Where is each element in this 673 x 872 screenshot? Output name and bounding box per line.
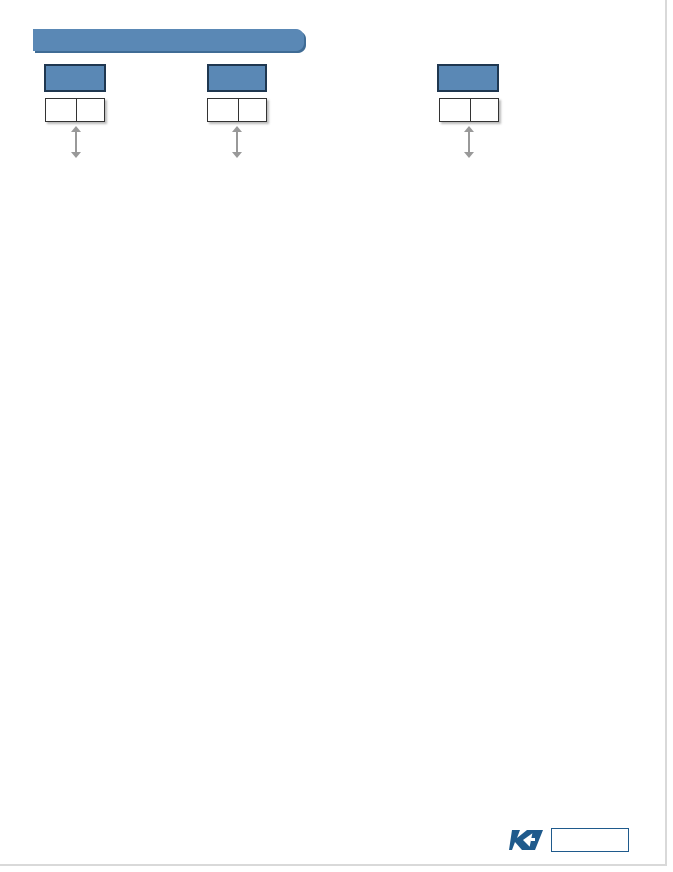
circuit-header (44, 64, 106, 92)
pump-code-digit (208, 99, 239, 121)
motor-arrow-icon (464, 126, 474, 158)
motor-code-box[interactable] (439, 98, 499, 122)
kti-logo-icon (509, 828, 545, 852)
motor-header (437, 64, 499, 92)
motor-code-digit (440, 99, 471, 121)
circuit-arrow-icon (71, 126, 81, 158)
pump-header (207, 64, 267, 92)
section-banner (33, 29, 304, 51)
pump-code-box[interactable] (207, 98, 267, 122)
circuit-code-digit (46, 99, 77, 121)
circuit-code-box[interactable] (45, 98, 105, 122)
pump-arrow-icon (232, 126, 242, 158)
company-logo (551, 828, 629, 852)
